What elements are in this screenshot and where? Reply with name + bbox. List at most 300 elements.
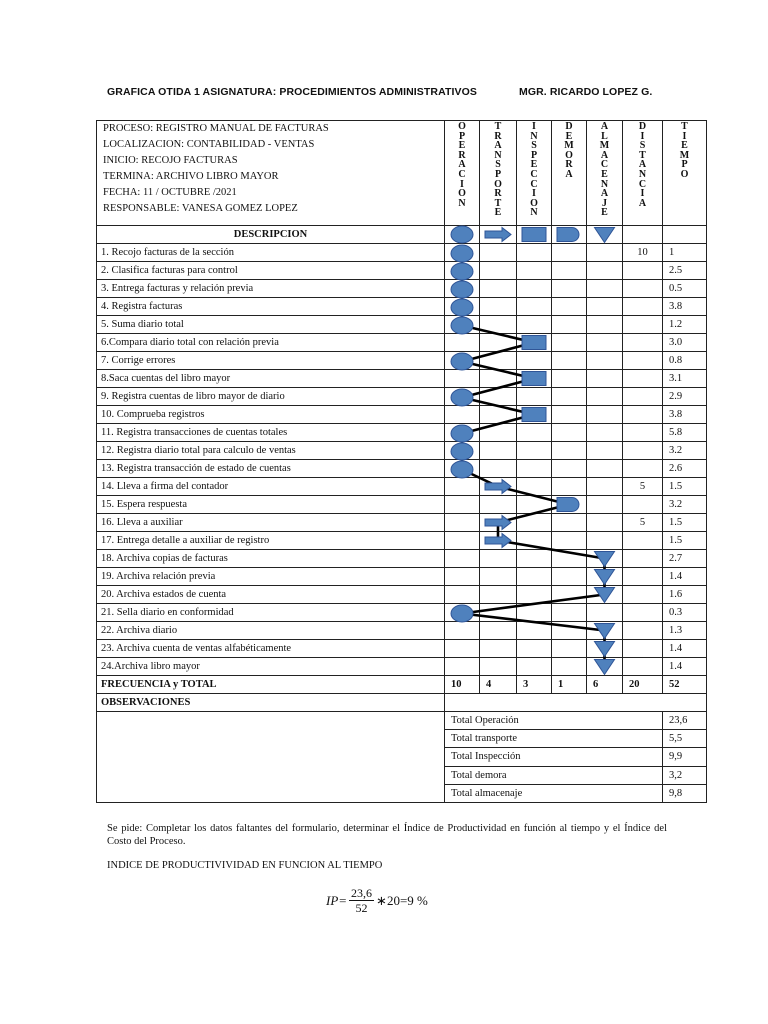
column-letter: A — [638, 159, 647, 171]
symbol-cell — [587, 298, 623, 316]
step-time: 1.5 — [663, 532, 707, 550]
observaciones-label: OBSERVACIONES — [97, 694, 445, 712]
step-time: 2.9 — [663, 388, 707, 406]
symbol-cell — [445, 316, 480, 334]
symbol-cell — [552, 532, 587, 550]
proceso-line: PROCESO: REGISTRO MANUAL DE FACTURAS — [103, 123, 329, 134]
step-row — [97, 334, 707, 352]
column-letter: A — [494, 140, 502, 152]
observaciones-blank — [445, 694, 707, 712]
column-letter: M — [679, 149, 690, 161]
symbol-cell — [480, 370, 517, 388]
symbol-cell — [552, 280, 587, 298]
symbol-cell — [587, 244, 623, 262]
column-header-transporte — [480, 121, 517, 226]
column-header-inspeccion — [517, 121, 552, 226]
process-info — [97, 121, 445, 226]
step-distance — [623, 406, 663, 424]
step-label: 22. Archiva diario — [97, 622, 445, 640]
symbol-cell — [517, 442, 552, 460]
total-value: 5,5 — [663, 730, 707, 748]
frequency-value: 52 — [663, 676, 707, 694]
step-time: 1.5 — [663, 514, 707, 532]
symbol-cell — [587, 460, 623, 478]
step-time: 3.8 — [663, 406, 707, 424]
symbol-cell — [587, 532, 623, 550]
symbol-cell — [623, 226, 663, 244]
formula-rest: ∗20=9 % — [376, 892, 428, 908]
symbol-cell — [480, 532, 517, 550]
ip-formula — [326, 886, 428, 915]
symbol-cell — [445, 406, 480, 424]
symbol-cell — [587, 442, 623, 460]
step-distance — [623, 298, 663, 316]
symbol-cell — [480, 568, 517, 586]
symbol-cell — [552, 424, 587, 442]
info-row — [97, 121, 707, 226]
step-label: 21. Sella diario en conformidad — [97, 604, 445, 622]
column-letter: A — [565, 168, 573, 180]
frequency-value: 1 — [552, 676, 587, 694]
step-distance — [623, 370, 663, 388]
total-label: Total almacenaje — [445, 784, 663, 802]
column-letter: A — [458, 159, 466, 171]
symbol-cell — [480, 406, 517, 424]
column-letter: R — [494, 130, 502, 142]
step-distance — [623, 640, 663, 658]
column-letter: N — [530, 207, 538, 219]
column-letter: N — [638, 168, 647, 180]
column-letter: O — [458, 121, 466, 132]
symbol-cell — [480, 514, 517, 532]
step-label: 12. Registra diario total para calculo de ventas — [97, 442, 445, 460]
step-row — [97, 280, 707, 298]
column-letter: O — [680, 168, 689, 180]
step-row — [97, 244, 707, 262]
step-row — [97, 532, 707, 550]
symbol-cell — [587, 658, 623, 676]
column-letter: E — [494, 207, 502, 219]
column-letter: N — [530, 130, 538, 142]
step-label: 4. Registra facturas — [97, 298, 445, 316]
symbol-cell — [587, 478, 623, 496]
symbol-cell — [552, 622, 587, 640]
step-time: 2.7 — [663, 550, 707, 568]
symbol-cell — [587, 280, 623, 298]
symbol-cell — [517, 640, 552, 658]
frequency-value: 3 — [517, 676, 552, 694]
step-label: 6.Compara diario total con relación previa — [97, 334, 445, 352]
termina-line: TERMINA: ARCHIVO LIBRO MAYOR — [103, 171, 279, 182]
symbol-cell — [445, 640, 480, 658]
step-row — [97, 604, 707, 622]
step-time: 0.5 — [663, 280, 707, 298]
symbol-cell — [480, 478, 517, 496]
symbol-cell — [445, 370, 480, 388]
step-row — [97, 298, 707, 316]
step-label: 1. Recojo facturas de la sección — [97, 244, 445, 262]
step-distance: 5 — [623, 478, 663, 496]
column-letter: N — [494, 149, 502, 161]
symbol-cell — [445, 658, 480, 676]
step-row — [97, 496, 707, 514]
symbol-cell — [552, 604, 587, 622]
symbol-cell — [587, 370, 623, 388]
symbol-cell — [445, 460, 480, 478]
symbol-cell — [552, 478, 587, 496]
symbol-cell — [517, 550, 552, 568]
symbol-cell — [480, 658, 517, 676]
step-row — [97, 316, 707, 334]
column-letter: M — [564, 140, 574, 152]
symbol-cell — [552, 388, 587, 406]
step-distance — [623, 532, 663, 550]
frequency-value: 10 — [445, 676, 480, 694]
formula-lhs: IP= — [326, 892, 348, 908]
step-label: 5. Suma diario total — [97, 316, 445, 334]
step-time: 1.4 — [663, 658, 707, 676]
symbol-cell — [445, 388, 480, 406]
symbol-cell — [517, 334, 552, 352]
step-row — [97, 352, 707, 370]
step-label: 10. Comprueba registros — [97, 406, 445, 424]
step-distance — [623, 658, 663, 676]
inicio-line: INICIO: RECOJO FACTURAS — [103, 155, 238, 166]
column-letter: C — [530, 178, 538, 190]
step-row — [97, 640, 707, 658]
symbol-cell — [552, 262, 587, 280]
step-distance — [623, 442, 663, 460]
symbol-cell — [587, 316, 623, 334]
symbol-cell — [480, 496, 517, 514]
symbol-cell — [517, 658, 552, 676]
symbol-cell — [552, 460, 587, 478]
step-time: 1.5 — [663, 478, 707, 496]
symbol-cell — [445, 550, 480, 568]
symbol-cell — [480, 226, 517, 244]
step-row — [97, 388, 707, 406]
total-label: Total Inspección — [445, 748, 663, 766]
step-distance — [623, 568, 663, 586]
column-letter: I — [640, 188, 645, 200]
symbol-cell — [480, 622, 517, 640]
symbol-cell — [517, 424, 552, 442]
step-distance — [623, 550, 663, 568]
step-distance — [623, 586, 663, 604]
symbol-cell — [552, 496, 587, 514]
process-chart-table — [96, 120, 707, 803]
symbol-cell — [517, 622, 552, 640]
symbol-cell — [445, 532, 480, 550]
fecha-line: FECHA: 11 / OCTUBRE /2021 — [103, 187, 237, 198]
step-row — [97, 622, 707, 640]
step-row — [97, 370, 707, 388]
column-letter: O — [565, 149, 573, 161]
symbol-cell — [480, 604, 517, 622]
column-letter: E — [681, 140, 688, 152]
step-time: 3.0 — [663, 334, 707, 352]
step-time: 1.2 — [663, 316, 707, 334]
symbol-cell — [587, 586, 623, 604]
teacher-name: MGR. RICARDO LOPEZ G. — [519, 86, 653, 98]
symbol-cell — [517, 226, 552, 244]
step-time: 0.3 — [663, 604, 707, 622]
symbol-cell — [517, 496, 552, 514]
symbol-cell — [552, 442, 587, 460]
step-distance — [623, 334, 663, 352]
step-time: 1.4 — [663, 568, 707, 586]
symbol-cell — [517, 586, 552, 604]
symbol-cell — [552, 226, 587, 244]
symbol-cell — [517, 406, 552, 424]
symbol-cell — [445, 244, 480, 262]
column-letter: I — [532, 188, 536, 200]
symbol-cell — [480, 244, 517, 262]
column-letter: C — [600, 159, 609, 171]
step-time: 5.8 — [663, 424, 707, 442]
column-letter: R — [458, 149, 466, 161]
symbol-cell — [445, 334, 480, 352]
symbol-cell — [517, 262, 552, 280]
symbol-cell — [480, 460, 517, 478]
column-letter: C — [638, 178, 647, 190]
step-time: 3.1 — [663, 370, 707, 388]
symbol-cell — [552, 298, 587, 316]
column-letter: R — [494, 188, 502, 200]
symbol-cell — [445, 298, 480, 316]
step-label: 23. Archiva cuenta de ventas alfabéticamente — [97, 640, 445, 658]
column-letter: E — [458, 140, 466, 152]
symbol-cell — [517, 568, 552, 586]
formula-numerator: 23,6 — [351, 886, 373, 900]
symbol-cell — [445, 262, 480, 280]
responsable-line: RESPONSABLE: VANESA GOMEZ LOPEZ — [103, 203, 298, 214]
column-letter: E — [565, 130, 573, 142]
column-letter: A — [638, 197, 647, 209]
symbol-cell — [445, 604, 480, 622]
observaciones-row — [97, 694, 707, 712]
step-time: 3.8 — [663, 298, 707, 316]
column-letter: A — [600, 188, 609, 200]
step-label: 14. Lleva a firma del contador — [97, 478, 445, 496]
symbol-cell — [587, 640, 623, 658]
total-value: 9,9 — [663, 748, 707, 766]
column-letter: I — [682, 130, 687, 142]
column-letter: L — [601, 130, 608, 142]
column-header-demora — [552, 121, 587, 226]
step-label: 17. Entrega detalle a auxiliar de registro — [97, 532, 445, 550]
symbol-cell — [587, 424, 623, 442]
column-letter: S — [639, 140, 646, 152]
step-distance — [623, 496, 663, 514]
symbol-cell — [587, 550, 623, 568]
total-label: Total transporte — [445, 730, 663, 748]
symbol-cell — [552, 334, 587, 352]
symbol-cell — [480, 262, 517, 280]
formula-fraction — [349, 886, 374, 915]
symbol-cell — [587, 514, 623, 532]
step-row — [97, 478, 707, 496]
symbol-cell — [445, 568, 480, 586]
symbol-cell — [445, 226, 480, 244]
step-label: 15. Espera respuesta — [97, 496, 445, 514]
symbol-cell — [517, 244, 552, 262]
symbol-cell — [445, 514, 480, 532]
column-letter: I — [640, 130, 645, 142]
document-title: GRAFICA OTIDA 1 ASIGNATURA: PROCEDIMIENTOS ADMINISTRATIVOS — [107, 86, 477, 98]
symbol-cell — [552, 370, 587, 388]
descripcion-header: DESCRIPCION — [97, 226, 445, 244]
step-distance — [623, 388, 663, 406]
symbol-cell — [552, 658, 587, 676]
symbol-cell — [445, 622, 480, 640]
step-time: 2.5 — [663, 262, 707, 280]
symbol-cell — [587, 406, 623, 424]
step-label: 18. Archiva copias de facturas — [97, 550, 445, 568]
symbol-cell — [445, 280, 480, 298]
symbol-cell — [587, 334, 623, 352]
step-time: 3.2 — [663, 442, 707, 460]
step-time: 1.3 — [663, 622, 707, 640]
step-distance — [623, 316, 663, 334]
symbol-cell — [552, 316, 587, 334]
symbol-cell — [445, 496, 480, 514]
column-letter: I — [460, 178, 464, 190]
symbol-cell — [480, 352, 517, 370]
column-letter: M — [599, 140, 610, 152]
symbol-cell — [663, 226, 707, 244]
symbol-cell — [445, 586, 480, 604]
total-value: 3,2 — [663, 766, 707, 784]
symbol-cell — [517, 370, 552, 388]
step-distance: 5 — [623, 514, 663, 532]
symbol-cell — [587, 388, 623, 406]
step-distance: 10 — [623, 244, 663, 262]
symbol-cell — [445, 424, 480, 442]
localizacion-line: LOCALIZACION: CONTABILIDAD - VENTAS — [103, 139, 315, 150]
column-letter: T — [639, 149, 646, 161]
step-label: 8.Saca cuentas del libro mayor — [97, 370, 445, 388]
frequency-value: 4 — [480, 676, 517, 694]
step-label: 3. Entrega facturas y relación previa — [97, 280, 445, 298]
step-row — [97, 460, 707, 478]
symbol-cell — [445, 478, 480, 496]
column-letter: C — [530, 168, 538, 180]
total-row — [97, 712, 707, 730]
step-distance — [623, 622, 663, 640]
symbol-cell — [552, 514, 587, 532]
symbol-cell — [587, 496, 623, 514]
symbol-cell — [552, 550, 587, 568]
column-letter: E — [530, 159, 538, 171]
step-row — [97, 550, 707, 568]
symbol-cell — [552, 406, 587, 424]
column-letter: T — [494, 121, 502, 132]
symbol-cell — [552, 568, 587, 586]
step-row — [97, 262, 707, 280]
step-row — [97, 586, 707, 604]
document-header — [107, 86, 653, 98]
column-letter: T — [494, 197, 502, 209]
step-label: 11. Registra transacciones de cuentas totales — [97, 424, 445, 442]
column-letter: T — [681, 121, 688, 132]
symbol-cell — [480, 586, 517, 604]
step-time: 3.2 — [663, 496, 707, 514]
symbol-cell — [587, 352, 623, 370]
total-value: 23,6 — [663, 712, 707, 730]
column-letter: A — [600, 149, 609, 161]
symbol-cell — [517, 298, 552, 316]
symbol-cell — [480, 316, 517, 334]
step-row — [97, 406, 707, 424]
step-label: 24.Archiva libro mayor — [97, 658, 445, 676]
frequency-value: 20 — [623, 676, 663, 694]
step-time: 1.6 — [663, 586, 707, 604]
symbol-cell — [517, 514, 552, 532]
column-letter: P — [494, 168, 502, 180]
symbol-cell — [552, 244, 587, 262]
step-distance — [623, 424, 663, 442]
step-row — [97, 658, 707, 676]
step-label: 13. Registra transacción de estado de cuentas — [97, 460, 445, 478]
symbol-cell — [587, 226, 623, 244]
step-label: 16. Lleva a auxiliar — [97, 514, 445, 532]
step-distance — [623, 352, 663, 370]
column-header-almacenaje — [587, 121, 623, 226]
symbol-cell — [480, 424, 517, 442]
symbol-cell — [517, 388, 552, 406]
step-label: 2. Clasifica facturas para control — [97, 262, 445, 280]
instructions-text: Se pide: Completar los datos faltantes del formulario, determinar el Índice de Productividad en función al tiempo y el Índice del Costo del Proceso. — [107, 823, 667, 847]
symbol-cell — [517, 280, 552, 298]
column-letter: D — [638, 121, 647, 132]
symbol-cell — [480, 442, 517, 460]
symbol-cell — [517, 316, 552, 334]
symbol-cell — [552, 586, 587, 604]
symbol-cell — [480, 550, 517, 568]
formula-denominator: 52 — [355, 901, 368, 915]
step-label: 20. Archiva estados de cuenta — [97, 586, 445, 604]
column-letter: O — [530, 197, 538, 209]
total-value: 9,8 — [663, 784, 707, 802]
column-letter: S — [531, 140, 537, 152]
step-distance — [623, 262, 663, 280]
frequency-row — [97, 676, 707, 694]
symbol-cell — [480, 298, 517, 316]
symbol-cell — [587, 262, 623, 280]
ip-title: INDICE DE PRODUCTIVIVIDAD EN FUNCION AL TIEMPO — [107, 860, 383, 871]
column-letter: D — [565, 121, 573, 132]
symbol-cell — [517, 460, 552, 478]
column-letter: J — [602, 197, 607, 209]
column-letter: R — [565, 159, 573, 171]
step-label: 9. Registra cuentas de libro mayor de diario — [97, 388, 445, 406]
symbol-cell — [517, 478, 552, 496]
symbol-cell — [445, 352, 480, 370]
column-header-operacion — [445, 121, 480, 226]
symbol-cell — [517, 352, 552, 370]
column-letter: N — [458, 197, 466, 209]
total-label: Total Operación — [445, 712, 663, 730]
column-letter: P — [530, 149, 538, 161]
observaciones-area — [97, 712, 445, 803]
symbol-cell — [552, 640, 587, 658]
symbol-cell — [587, 622, 623, 640]
column-header-distancia — [623, 121, 663, 226]
step-label: 19. Archiva relación previa — [97, 568, 445, 586]
step-row — [97, 424, 707, 442]
column-letter: O — [494, 178, 502, 190]
